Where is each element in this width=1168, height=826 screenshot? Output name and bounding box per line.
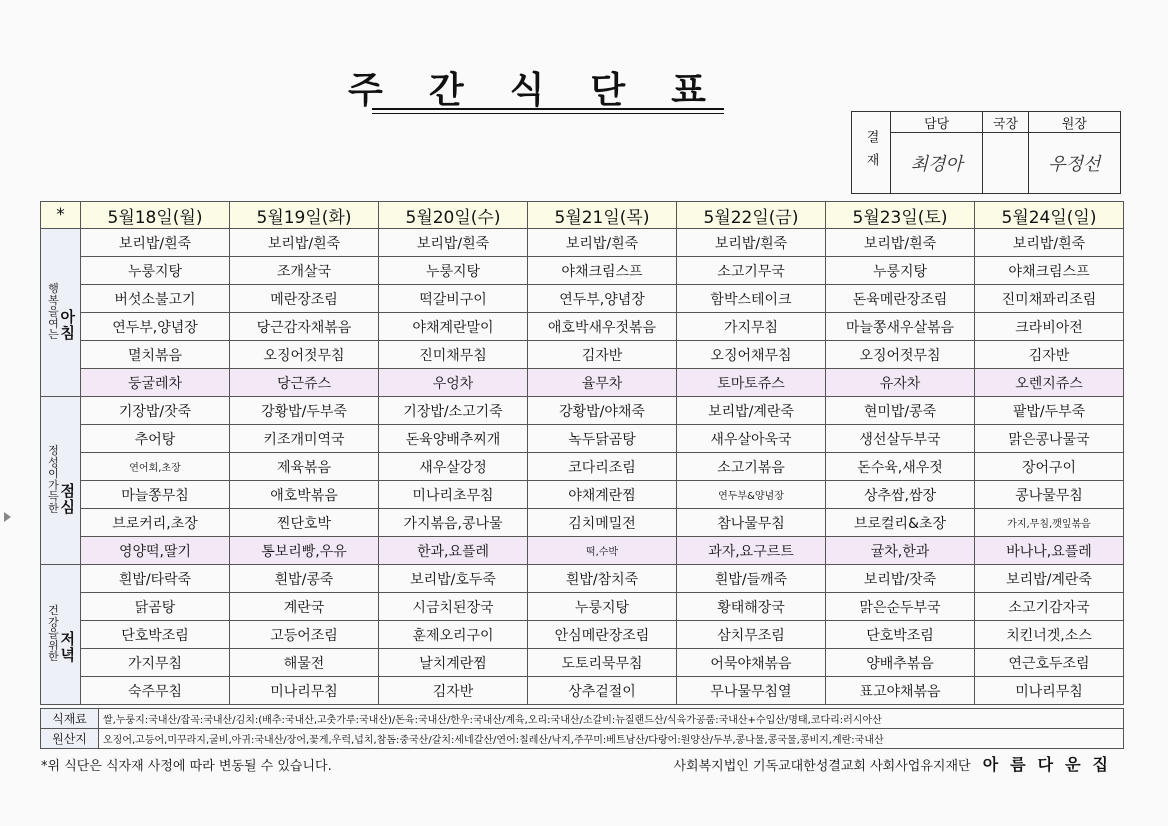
menu-cell: 김자반 bbox=[379, 677, 528, 705]
menu-cell: 조개살국 bbox=[230, 257, 379, 285]
menu-cell: 보리밥/흰죽 bbox=[528, 229, 677, 257]
menu-cell: 코다리조림 bbox=[528, 453, 677, 481]
menu-cell: 연두부,양념장 bbox=[528, 285, 677, 313]
meal-subtitle: 건강을위한 bbox=[48, 604, 59, 664]
menu-cell: 귤차,한과 bbox=[826, 537, 975, 565]
menu-cell: 진미채무침 bbox=[379, 341, 528, 369]
menu-cell: 과자,요구르트 bbox=[677, 537, 826, 565]
day-header: 5월22일(금) bbox=[677, 202, 826, 229]
menu-cell: 시금치된장국 bbox=[379, 593, 528, 621]
menu-cell: 키조개미역국 bbox=[230, 425, 379, 453]
menu-cell: 메란장조림 bbox=[230, 285, 379, 313]
organization bbox=[673, 752, 1120, 775]
menu-cell: 황태해장국 bbox=[677, 593, 826, 621]
day-header: 5월19일(화) bbox=[230, 202, 379, 229]
menu-cell: 김자반 bbox=[528, 341, 677, 369]
menu-cell: 흰밥/들깨죽 bbox=[677, 565, 826, 593]
menu-cell: 새우살아욱국 bbox=[677, 425, 826, 453]
menu-cell: 김자반 bbox=[975, 341, 1124, 369]
menu-cell: 추어탕 bbox=[81, 425, 230, 453]
menu-cell: 떡,수박 bbox=[528, 537, 677, 565]
menu-cell: 새우살강정 bbox=[379, 453, 528, 481]
menu-cell: 마늘쫑무침 bbox=[81, 481, 230, 509]
menu-cell: 팥밥/두부죽 bbox=[975, 397, 1124, 425]
menu-row bbox=[41, 341, 1124, 369]
menu-cell: 안심메란장조림 bbox=[528, 621, 677, 649]
menu-cell: 바나나,요플레 bbox=[975, 537, 1124, 565]
menu-cell: 숙주무침 bbox=[81, 677, 230, 705]
approval-header-staff: 담당 bbox=[891, 112, 983, 133]
menu-cell: 상추겉절이 bbox=[528, 677, 677, 705]
menu-cell: 야채크림스프 bbox=[528, 257, 677, 285]
menu-row bbox=[41, 509, 1124, 537]
meal-subtitle: 행복을여는 bbox=[48, 282, 59, 342]
menu-cell: 기장밥/잣죽 bbox=[81, 397, 230, 425]
menu-cell: 보리밥/계란죽 bbox=[975, 565, 1124, 593]
menu-cell: 버섯소불고기 bbox=[81, 285, 230, 313]
menu-row bbox=[41, 593, 1124, 621]
menu-cell: 누룽지탕 bbox=[81, 257, 230, 285]
origin-label-1: 식재료 bbox=[41, 709, 99, 729]
origin-table bbox=[40, 708, 1124, 749]
menu-cell: 가지무침 bbox=[677, 313, 826, 341]
menu-cell: 누룽지탕 bbox=[379, 257, 528, 285]
menu-cell: 멸치볶음 bbox=[81, 341, 230, 369]
menu-cell: 양배추볶음 bbox=[826, 649, 975, 677]
origin-line-1: 쌀,누룽지:국내산/잡곡:국내산/김치:(배추:국내산,고춧가루:국내산)/돈육:국내산/한우:국내산/계육,오리:국내산/소갈비:뉴질랜드산/식육가공품:국내산+수입산/명태,코다리:러시아산 bbox=[99, 709, 1124, 729]
menu-cell: 기장밥/소고기죽 bbox=[379, 397, 528, 425]
organization-name: 아름다운집 bbox=[982, 755, 1120, 774]
menu-cell: 가지,무침,깻잎볶음 bbox=[975, 509, 1124, 537]
menu-cell: 야채크림스프 bbox=[975, 257, 1124, 285]
menu-cell: 돈육양배추찌개 bbox=[379, 425, 528, 453]
menu-cell: 돈수육,새우젓 bbox=[826, 453, 975, 481]
menu-cell: 누룽지탕 bbox=[528, 593, 677, 621]
signature-director bbox=[983, 133, 1028, 194]
menu-cell: 날치계란찜 bbox=[379, 649, 528, 677]
menu-cell: 어묵야채볶음 bbox=[677, 649, 826, 677]
menu-cell: 브로커리,초장 bbox=[81, 509, 230, 537]
menu-cell: 미나리무침 bbox=[230, 677, 379, 705]
menu-row bbox=[41, 537, 1124, 565]
meal-name: 저녁 bbox=[60, 630, 75, 665]
menu-cell: 함박스테이크 bbox=[677, 285, 826, 313]
menu-cell: 흰밥/콩죽 bbox=[230, 565, 379, 593]
menu-cell: 단호박조림 bbox=[826, 621, 975, 649]
menu-cell: 보리밥/흰죽 bbox=[677, 229, 826, 257]
day-header: 5월24일(일) bbox=[975, 202, 1124, 229]
signature-head: 우정선 bbox=[1028, 133, 1120, 194]
meal-label bbox=[41, 229, 81, 397]
menu-cell: 흰밥/타락죽 bbox=[81, 565, 230, 593]
menu-cell: 상추쌈,쌈장 bbox=[826, 481, 975, 509]
menu-cell: 김치메밀전 bbox=[528, 509, 677, 537]
menu-cell: 보리밥/흰죽 bbox=[379, 229, 528, 257]
menu-row bbox=[41, 425, 1124, 453]
meal-name: 아침 bbox=[60, 308, 75, 343]
signature-staff: 최경아 bbox=[891, 133, 983, 194]
menu-cell: 가지볶음,콩나물 bbox=[379, 509, 528, 537]
menu-cell: 연두부&양념장 bbox=[677, 481, 826, 509]
menu-cell: 계란국 bbox=[230, 593, 379, 621]
title-underline bbox=[372, 108, 724, 110]
day-header: 5월21일(목) bbox=[528, 202, 677, 229]
menu-row bbox=[41, 677, 1124, 705]
menu-row bbox=[41, 313, 1124, 341]
menu-cell: 마늘쫑새우살볶음 bbox=[826, 313, 975, 341]
menu-row bbox=[41, 621, 1124, 649]
menu-cell: 누룽지탕 bbox=[826, 257, 975, 285]
menu-cell: 도토리묵무침 bbox=[528, 649, 677, 677]
menu-cell: 현미밥/콩죽 bbox=[826, 397, 975, 425]
menu-row bbox=[41, 369, 1124, 397]
menu-cell: 야채계란말이 bbox=[379, 313, 528, 341]
meal-subtitle: 정성이가득한 bbox=[48, 444, 59, 515]
menu-cell: 가지무침 bbox=[81, 649, 230, 677]
menu-cell: 오징어젓무침 bbox=[826, 341, 975, 369]
menu-cell: 연어회,초장 bbox=[81, 453, 230, 481]
menu-cell: 보리밥/잣죽 bbox=[826, 565, 975, 593]
menu-cell: 고등어조림 bbox=[230, 621, 379, 649]
menu-row bbox=[41, 565, 1124, 593]
menu-cell: 오징어채무침 bbox=[677, 341, 826, 369]
menu-row bbox=[41, 481, 1124, 509]
menu-cell: 당근쥬스 bbox=[230, 369, 379, 397]
origin-label-2: 원산지 bbox=[41, 729, 99, 749]
menu-cell: 제육볶음 bbox=[230, 453, 379, 481]
menu-row bbox=[41, 257, 1124, 285]
menu-row bbox=[41, 285, 1124, 313]
menu-cell: 오렌지쥬스 bbox=[975, 369, 1124, 397]
menu-cell: 찐단호박 bbox=[230, 509, 379, 537]
menu-cell: 애호박볶음 bbox=[230, 481, 379, 509]
menu-cell: 무나물무침열 bbox=[677, 677, 826, 705]
menu-cell: 크라비아전 bbox=[975, 313, 1124, 341]
menu-cell: 우엉차 bbox=[379, 369, 528, 397]
menu-cell: 통보리빵,우유 bbox=[230, 537, 379, 565]
day-header: 5월20일(수) bbox=[379, 202, 528, 229]
page-title: 주간식단표 bbox=[348, 69, 752, 111]
menu-cell: 돈육메란장조림 bbox=[826, 285, 975, 313]
menu-cell: 보리밥/계란죽 bbox=[677, 397, 826, 425]
approval-box bbox=[851, 111, 1121, 194]
menu-cell: 연근호두조림 bbox=[975, 649, 1124, 677]
approval-label: 결재 bbox=[852, 112, 891, 194]
menu-cell: 토마토쥬스 bbox=[677, 369, 826, 397]
menu-row bbox=[41, 229, 1124, 257]
menu-cell: 흰밥/참치죽 bbox=[528, 565, 677, 593]
menu-cell: 보리밥/흰죽 bbox=[826, 229, 975, 257]
menu-cell: 소고기볶음 bbox=[677, 453, 826, 481]
weekly-menu-table bbox=[40, 201, 1124, 705]
menu-cell: 생선살두부국 bbox=[826, 425, 975, 453]
meal-label bbox=[41, 565, 81, 705]
approval-header-director: 국장 bbox=[983, 112, 1028, 133]
menu-cell: 표고야채볶음 bbox=[826, 677, 975, 705]
menu-cell: 강황밥/두부죽 bbox=[230, 397, 379, 425]
menu-row bbox=[41, 397, 1124, 425]
menu-cell: 둥굴레차 bbox=[81, 369, 230, 397]
menu-cell: 강황밥/야채죽 bbox=[528, 397, 677, 425]
menu-cell: 치킨너겟,소스 bbox=[975, 621, 1124, 649]
menu-cell: 보리밥/흰죽 bbox=[230, 229, 379, 257]
day-header: 5월23일(토) bbox=[826, 202, 975, 229]
punch-mark bbox=[4, 512, 11, 522]
menu-cell: 단호박조림 bbox=[81, 621, 230, 649]
menu-cell: 맑은콩나물국 bbox=[975, 425, 1124, 453]
menu-cell: 장어구이 bbox=[975, 453, 1124, 481]
organization-prefix: 사회복지법인 기독교대한성결교회 사회사업유지재단 bbox=[673, 759, 971, 774]
menu-cell: 닭곰탕 bbox=[81, 593, 230, 621]
day-header: 5월18일(월) bbox=[81, 202, 230, 229]
menu-cell: 미나리초무침 bbox=[379, 481, 528, 509]
menu-cell: 유자차 bbox=[826, 369, 975, 397]
menu-cell: 녹두닭곰탕 bbox=[528, 425, 677, 453]
menu-cell: 야채계란찜 bbox=[528, 481, 677, 509]
menu-row bbox=[41, 453, 1124, 481]
menu-cell: 훈제오리구이 bbox=[379, 621, 528, 649]
title-underline-thin bbox=[372, 113, 724, 114]
meal-label bbox=[41, 397, 81, 565]
menu-cell: 소고기무국 bbox=[677, 257, 826, 285]
menu-cell: 보리밥/흰죽 bbox=[81, 229, 230, 257]
menu-cell: 보리밥/호두죽 bbox=[379, 565, 528, 593]
menu-cell: 브로컬리&초장 bbox=[826, 509, 975, 537]
menu-cell: 삼치무조림 bbox=[677, 621, 826, 649]
menu-cell: 당근감자채볶음 bbox=[230, 313, 379, 341]
menu-cell: 미나리무침 bbox=[975, 677, 1124, 705]
footnote: *위 식단은 식자재 사정에 따라 변동될 수 있습니다. bbox=[41, 759, 332, 774]
menu-cell: 맑은순두부국 bbox=[826, 593, 975, 621]
menu-cell: 보리밥/흰죽 bbox=[975, 229, 1124, 257]
menu-cell: 해물전 bbox=[230, 649, 379, 677]
menu-cell: 한과,요플레 bbox=[379, 537, 528, 565]
menu-cell: 콩나물무침 bbox=[975, 481, 1124, 509]
corner-cell: * bbox=[41, 202, 81, 229]
menu-cell: 떡갈비구이 bbox=[379, 285, 528, 313]
menu-cell: 율무차 bbox=[528, 369, 677, 397]
menu-row bbox=[41, 649, 1124, 677]
origin-line-2: 오징어,고등어,미꾸라지,굴비,아귀:국내산/장어,꽃게,우럭,넙치,참돔:중국산/갈치:세네갈산/연어:칠레산/낙지,주꾸미:베트남산/다랑어:원양산/두부,콩나물,콩국물,콩비지,계란:국내산 bbox=[99, 729, 1124, 749]
approval-header-head: 원장 bbox=[1028, 112, 1120, 133]
menu-cell: 오징어젓무침 bbox=[230, 341, 379, 369]
menu-cell: 진미채꽈리조림 bbox=[975, 285, 1124, 313]
menu-cell: 영양떡,딸기 bbox=[81, 537, 230, 565]
meal-name: 점심 bbox=[60, 482, 75, 516]
menu-cell: 참나물무침 bbox=[677, 509, 826, 537]
menu-cell: 애호박새우젓볶음 bbox=[528, 313, 677, 341]
menu-cell: 소고기감자국 bbox=[975, 593, 1124, 621]
menu-cell: 연두부,양념장 bbox=[81, 313, 230, 341]
